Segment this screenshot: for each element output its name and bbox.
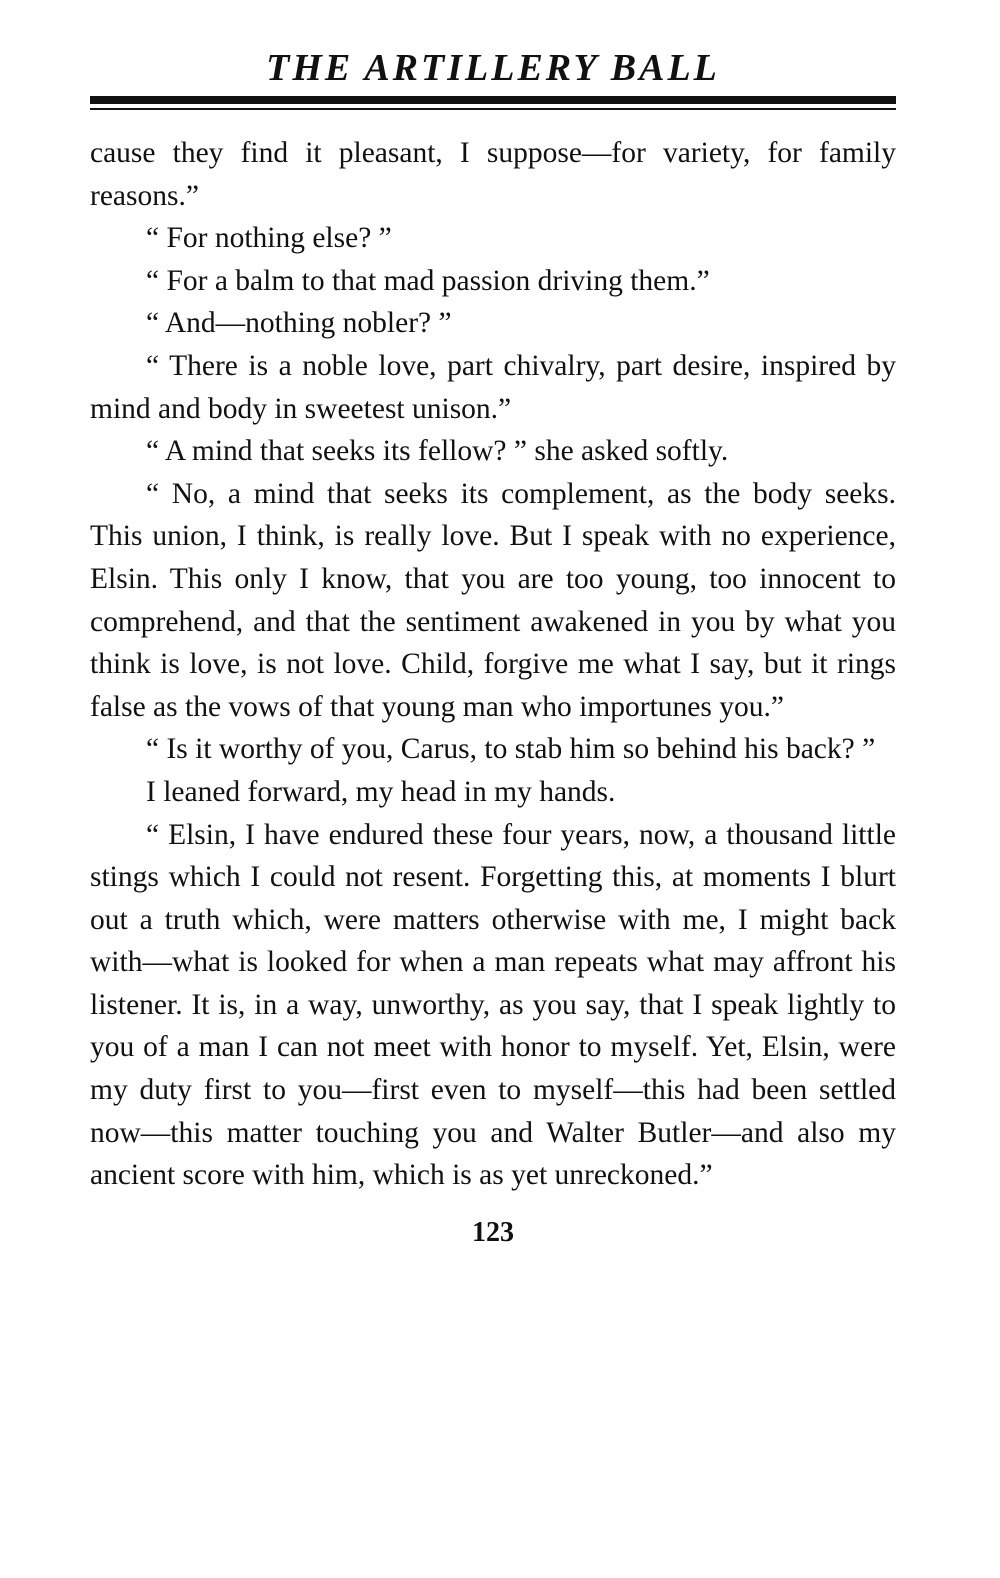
paragraph: “ There is a noble love, part chivalry, part desire, inspired by mind and body in sweetest unison.” — [90, 349, 896, 425]
book-page — [90, 42, 896, 1251]
header-rule-thick — [90, 96, 896, 104]
header-rule-thin — [90, 108, 896, 110]
running-title: THE ARTILLERY BALL — [266, 47, 720, 89]
paragraph: “ No, a mind that seeks its complement, as the body seeks. This union, I think, is really love. But I speak with no experience, Elsin. This only I know, that you are too young, too innocent to comprehend, and that the sentiment awakened in you by what you think is love, is not love. Child, forgive me what I say, but it rings false as the vows of that young man who importunes you.” — [90, 477, 896, 723]
paragraph: “ And—nothing nobler? ” — [146, 307, 452, 340]
paragraph: “ Is it worthy of you, Carus, to stab him so behind his back? ” — [146, 733, 876, 766]
paragraph: “ Elsin, I have endured these four years, now, a thousand little stings which I could not resent. Forgetting this, at moments I blurt out a truth which, were matters otherwise with me, I might back with—what is looked for when a man repeats what may affront his listener. It is, in a way, unworthy, as you say, that I speak lightly to you of a man I can not meet with honor to myself. Yet, Elsin, were my duty first to you—first even to myself—this had been settled now—this matter touching you and Walter Butler—and also my ancient score with him, which is as yet unreckoned.” — [90, 818, 896, 1192]
body-text — [90, 132, 896, 1197]
paragraph: “ For a balm to that mad passion driving them.” — [146, 264, 710, 297]
paragraph: I leaned forward, my head in my hands. — [146, 775, 616, 808]
page-number: 123 — [472, 1216, 514, 1248]
paragraph: cause they find it pleasant, I suppose—for variety, for family reasons.” — [90, 137, 896, 212]
paragraph: “ A mind that seeks its fellow? ” she asked softly. — [146, 435, 729, 468]
paragraph: “ For nothing else? ” — [146, 222, 392, 255]
